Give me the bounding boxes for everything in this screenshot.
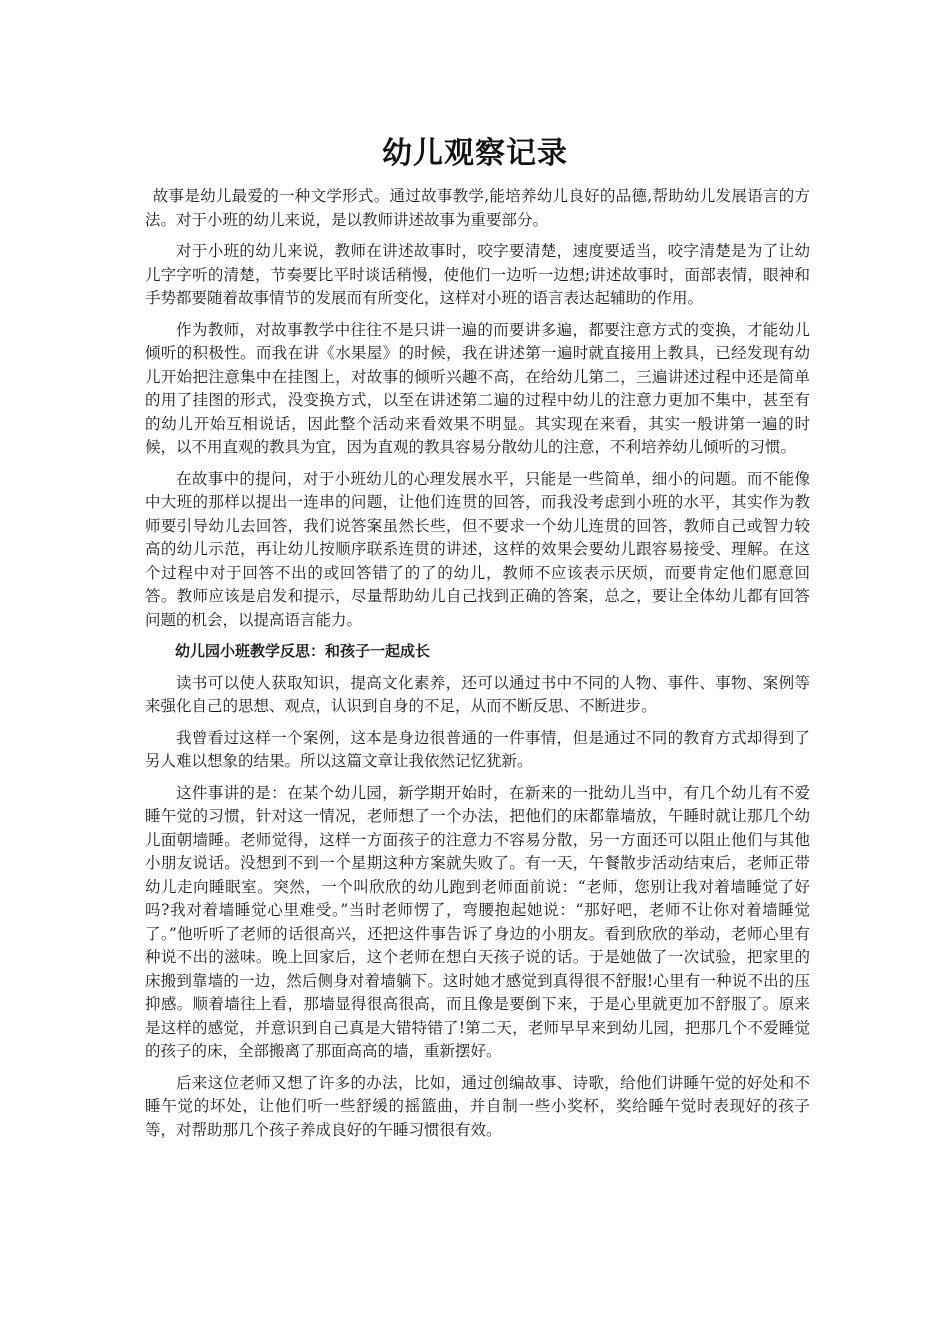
paragraph: 在故事中的提问，对于小班幼儿的心理发展水平，只能是一些简单，细小的问题。而不能像中大班的那样以提出一连串的问题，让他们连贯的回答，而我没考虑到小班的水平，其实作为教师要引导幼儿去回答，我们说答案虽然长些，但不要求一个幼儿连贯的回答，教师自己或智力较高的幼儿示范，再让幼儿按顺序联系连贯的讲述，这样的效果会要幼儿跟容易接受、理解。在这个过程中对于回答不出的或回答错了的了的幼儿，教师不应该表示厌烦，而要肯定他们愿意回答。教师应该是启发和提示，尽量帮助幼儿自己找到正确的答案，总之，要让全体幼儿都有回答问题的机会，以提高语言能力。 — [145, 469, 810, 629]
document-body — [145, 185, 810, 1150]
paragraph: 故事是幼儿最爱的一种文学形式。通过故事教学,能培养幼儿良好的品德,帮助幼儿发展语言的方法。对于小班的幼儿来说，是以教师讲述故事为重要部分。 — [145, 187, 810, 229]
paragraph: 后来这位老师又想了许多的办法，比如，通过创编故事、诗歌，给他们讲睡午觉的好处和不睡午觉的坏处，让他们听一些舒缓的摇篮曲，并自制一些小奖杯，奖给睡午觉时表现好的孩子等，对帮助那几个孩子养成良好的午睡习惯很有效。 — [145, 1073, 810, 1139]
paragraph: 对于小班的幼儿来说，教师在讲述故事时，咬字要清楚，速度要适当，咬字清楚是为了让幼儿字字听的清楚，节奏要比平时谈话稍慢，使他们一边听一边想;讲述故事时，面部表情，眼神和手势都要随着故事情节的发展而有所变化，这样对小班的语言表达起辅助的作用。 — [145, 242, 810, 307]
paragraph: 这件事讲的是：在某个幼儿园，新学期开始时，在新来的一批幼儿当中，有几个幼儿有不爱睡午觉的习惯，针对这一情况，老师想了一个办法，把他们的床都靠墙放，午睡时就让那几个幼儿面朝墙睡。老师觉得，这样一方面孩子的注意力不容易分散，另一方面还可以阻止他们与其他小朋友说话。没想到不到一个星期这种方案就失败了。有一天，午餐散步活动结束后，老师正带幼儿走向睡眠室。突然，一个叫欣欣的幼儿跑到老师面前说：“老师，您别让我对着墙睡觉了好吗?我对着墙睡觉心里难受。”当时老师愣了，弯腰抱起她说：“那好吧，老师不让你对着墙睡觉了。”他听听了老师的话很高兴，还把这件事告诉了身边的小朋友。看到欣欣的举动，老师心里有种说不出的滋味。晚上回家后，这个老师在想白天孩子说的话。于是她做了一次试验，把家里的床搬到靠墙的一边，然后侧身对着墙躺下。这时她才感觉到真得很不舒服!心里有一种说不出的压抑感。顺着墙往上看，那墙显得很高很高，而且像是要倒下来，于是心里就更加不舒服了。原来是这样的感觉，并意识到自己真是大错特错了!第二天，老师早早来到幼儿园，把那几个不爱睡觉的孩子的床，全部搬离了那面高高的墙，重新摆好。 — [145, 783, 810, 1060]
section-heading: 幼儿园小班教学反思：和孩子一起成长 — [175, 642, 431, 660]
paragraph: 作为教师，对故事教学中往往不是只讲一遍的而要讲多遍，都要注意方式的变换，才能幼儿倾听的积极性。而我在讲《水果屋》的时候，我在讲述第一遍时就直接用上教具，已经发现有幼儿开始把注意集中在挂图上，对故事的倾听兴趣不高，在给幼儿第二，三遍讲述过程中还是简单的用了挂图的形式，没变换方式，以至在讲述第二遍的过程中幼儿的注意力更加不集中，甚至有的幼儿开始互相说话，因此整个活动来看效果不明显。其实现在来看，其实一般讲第一遍的时候，以不用直观的教具为宜，因为直观的教具容易分散幼儿的注意，不利培养幼儿倾听的习惯。 — [145, 320, 810, 456]
paragraph: 我曾看过这样一个案例，这本是身边很普通的一件事情，但是通过不同的教育方式却得到了另人难以想象的结果。所以这篇文章让我依然记忆犹新。 — [145, 728, 810, 770]
paragraph: 读书可以使人获取知识，提高文化素养，还可以通过书中不同的人物、事件、事物、案例等来强化自己的思想、观点，认识到自身的不足，从而不断反思、不断进步。 — [145, 673, 810, 715]
document-title: 幼儿观察记录 — [382, 136, 568, 171]
